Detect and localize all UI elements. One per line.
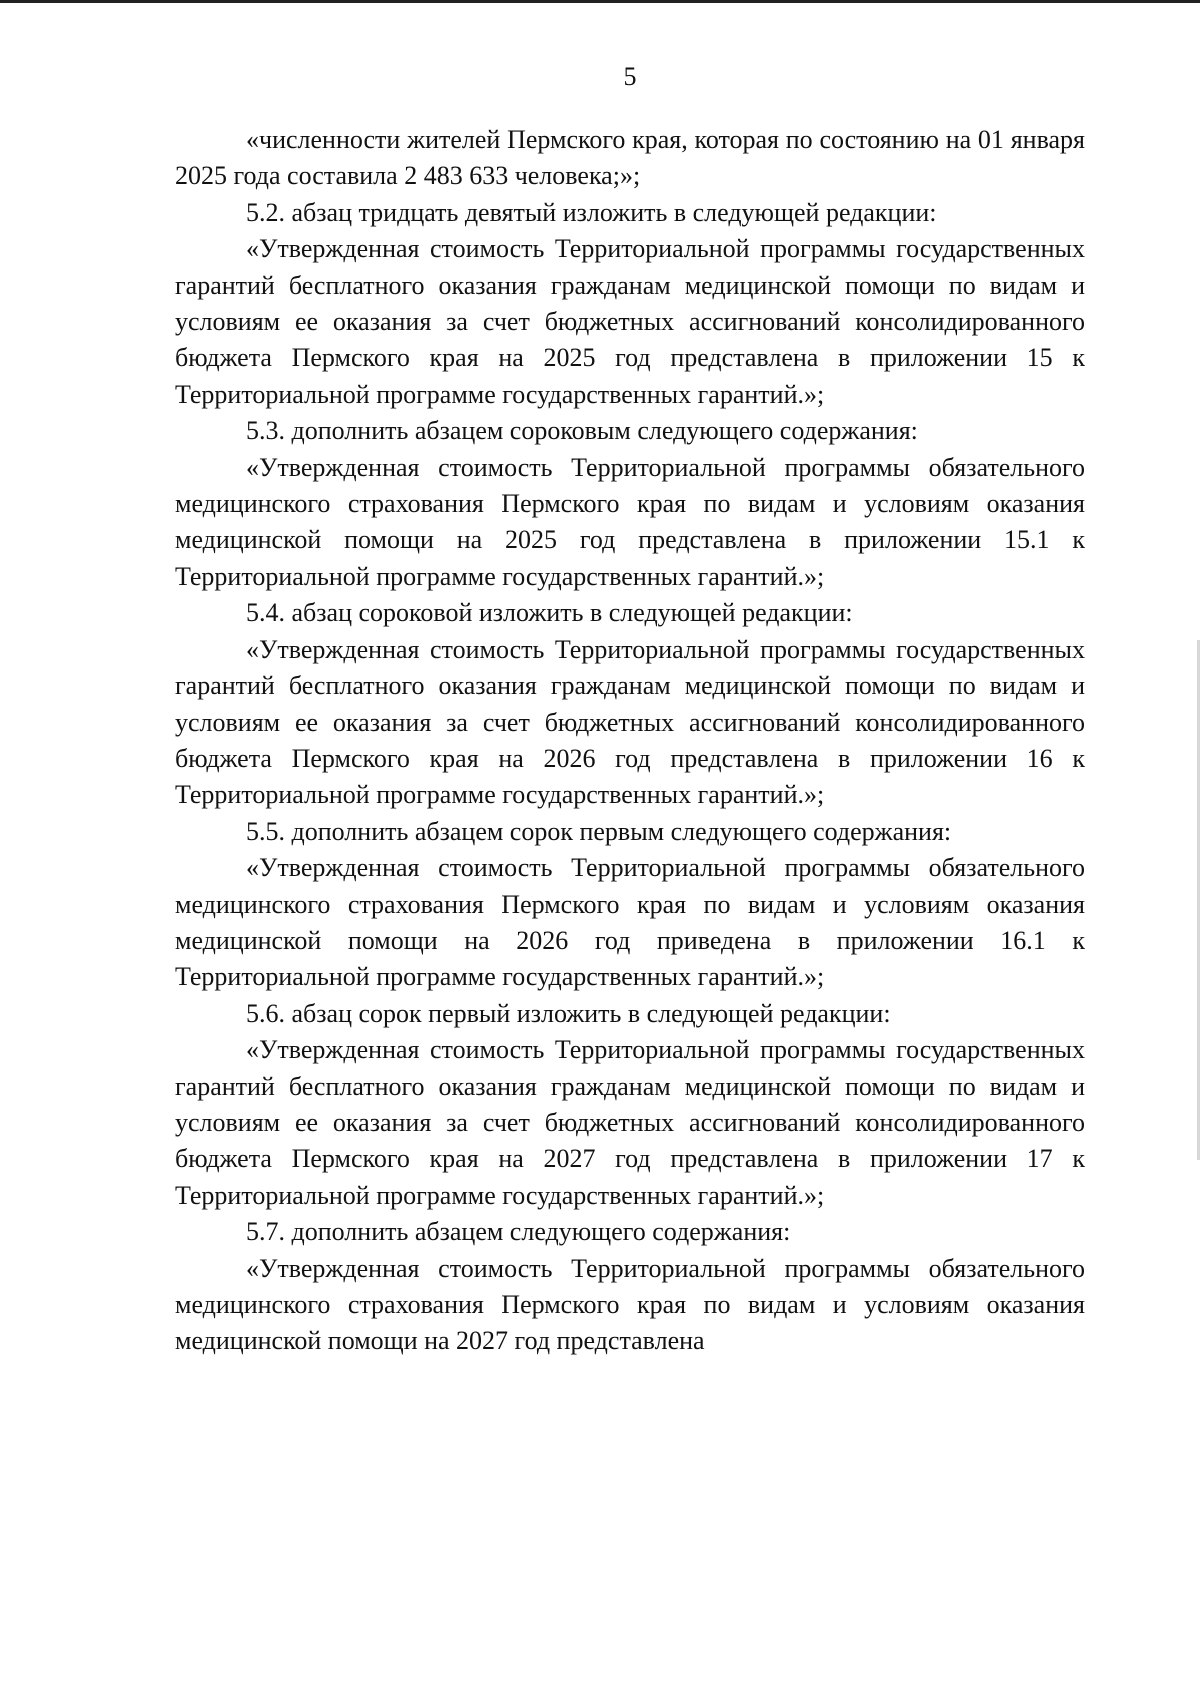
paragraph-oms-cost-2026: «Утвержденная стоимость Территориальной программы обязательного медицинского страхования Пермского края по видам и условиям оказания медицинской помощи на 2026 год приведена в приложении 16.1 к Территориальной программе государственных гарантий.»;	[175, 853, 1085, 992]
paragraph-population-text: «численности жителей Пермского края, которая по состоянию на 01 января 2025 года составила 2 483 633 человека;»;	[175, 125, 1085, 191]
paragraph-item-5-5: 5.5. дополнить абзацем сорок первым следующего содержания:	[246, 816, 952, 846]
paragraph-oms-cost-2027: «Утвержденная стоимость Территориальной программы обязательного медицинского страхования Пермского края по видам и условиям оказания медицинской помощи на 2027 год представлена	[175, 1253, 1085, 1356]
paragraph-item-5-3: 5.3. дополнить абзацем сороковым следующего содержания:	[246, 416, 918, 446]
paragraph-item-5-7: 5.7. дополнить абзацем следующего содержания:	[246, 1217, 791, 1247]
document-body	[175, 122, 1085, 1360]
page-number: 5	[623, 62, 637, 91]
paragraph-approved-cost-2026: «Утвержденная стоимость Территориальной программы государственных гарантий бесплатного оказания гражданам медицинской помощи по видам и условиям ее оказания за счет бюджетных ассигнований консолидированного бюджета Пермского края на 2026 год представлена в приложении 16 к Территориальной программе государственных гарантий.»;	[175, 634, 1085, 810]
scan-top-edge	[0, 0, 1200, 3]
paragraph-approved-cost-2025: «Утвержденная стоимость Территориальной программы государственных гарантий бесплатного оказания гражданам медицинской помощи по видам и условиям ее оказания за счет бюджетных ассигнований консолидированного бюджета Пермского края на 2025 год представлена в приложении 15 к Территориальной программе государственных гарантий.»;	[175, 234, 1085, 409]
paragraph-approved-cost-2027: «Утвержденная стоимость Территориальной программы государственных гарантий бесплатного оказания гражданам медицинской помощи по видам и условиям ее оказания за счет бюджетных ассигнований консолидированного бюджета Пермского края на 2027 год представлена в приложении 17 к Территориальной программе государственных гарантий.»;	[175, 1035, 1085, 1210]
paragraph-item-5-4: 5.4. абзац сороковой изложить в следующей редакции:	[246, 598, 853, 628]
paragraph-oms-cost-2025: «Утвержденная стоимость Территориальной программы обязательного медицинского страхования Пермского края по видам и условиям оказания медицинской помощи на 2025 год представлена в приложении 15.1 к Территориальной программе государственных гарантий.»;	[175, 452, 1085, 591]
paragraph-item-5-6: 5.6. абзац сорок первый изложить в следующей редакции:	[246, 998, 891, 1028]
paragraph-item-5-2: 5.2. абзац тридцать девятый изложить в следующей редакции:	[246, 197, 937, 227]
